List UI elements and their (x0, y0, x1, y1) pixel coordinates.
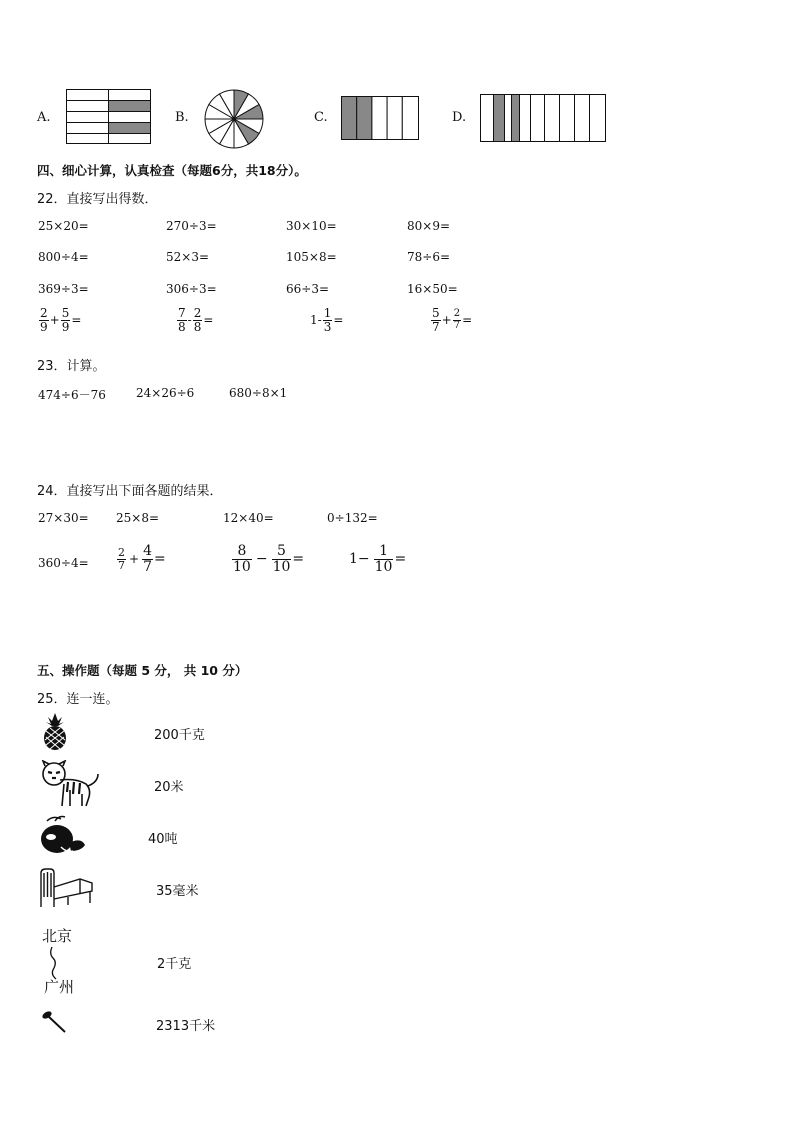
match-item: 20米 (154, 780, 184, 795)
q22-item: 30×10= (286, 219, 337, 233)
match-item: 35毫米 (156, 884, 199, 899)
option-b-figure (203, 88, 265, 150)
q22-item: 800÷4= (38, 250, 89, 264)
q24-item: 25×8= (116, 511, 160, 525)
q22-item: 52×3= (166, 250, 210, 264)
tiger-picture (40, 760, 102, 810)
match-item: 2313千米 (156, 1019, 216, 1034)
option-b-label: B. (175, 110, 189, 125)
option-d-label: D. (452, 110, 467, 125)
match-item: 200千克 (154, 728, 205, 743)
q24-fraction-expression: $\frac{2}{7}$ + $\frac{4}{7}$ = (118, 543, 166, 575)
q22-fraction-expression: 1- $\frac{1}{3}$ = (310, 306, 344, 334)
q22-item: 369÷3= (38, 282, 89, 296)
q23-title: 23．计算。 (37, 359, 106, 374)
whale-picture (37, 813, 87, 857)
q25-title: 25．连一连。 (37, 692, 119, 707)
pineapple-picture (38, 711, 72, 751)
section-5-title: 五、操作题（每题 5 分， 共 10 分） (37, 663, 248, 678)
q22-item: 16×50= (407, 282, 458, 296)
q22-fraction-expression: $\frac{2}{9}$ + $\frac{5}{9}$ = (40, 306, 82, 334)
q24-item: 0÷132= (327, 511, 378, 525)
match-item: 2千克 (157, 957, 192, 972)
option-a-label: A. (37, 110, 51, 125)
bed-picture (38, 867, 94, 909)
match-item: 40吨 (148, 832, 178, 847)
q22-item: 78÷6= (407, 250, 451, 264)
map-label-guangzhou: 广州 (44, 978, 75, 996)
q24-title: 24．直接写出下面各题的结果． (37, 484, 223, 499)
q22-item: 80×9= (407, 219, 451, 233)
option-d-figure (480, 94, 608, 143)
q22-fraction-expression: $\frac{5}{7}$ + $\frac{2}{7}$ = (432, 306, 473, 334)
q22-item: 270÷3= (166, 219, 217, 233)
option-c-label: C. (314, 110, 328, 125)
q24-fraction-expression: 1− $\frac{1}{10}$ = (349, 543, 407, 575)
q24-item: 27×30= (38, 511, 89, 525)
q24-item: 12×40= (223, 511, 274, 525)
q22-title: 22．直接写出得数． (37, 192, 158, 207)
q22-item: 105×8= (286, 250, 337, 264)
q22-item: 25×20= (38, 219, 89, 233)
pin-picture (40, 1009, 70, 1035)
option-a-figure (66, 89, 152, 145)
q22-item: 66÷3= (286, 282, 330, 296)
q22-item: 306÷3= (166, 282, 217, 296)
q22-fraction-expression: $\frac{7}{8}$ - $\frac{2}{8}$ = (178, 306, 214, 334)
map-label-beijing: 北京 (42, 927, 73, 945)
q23-item: 474÷6－76 (38, 388, 106, 402)
q24-item: 360÷4= (38, 556, 89, 570)
route-line (44, 946, 74, 980)
q23-item: 24×26÷6 (136, 386, 195, 400)
section-4-title: 四、细心计算，认真检查（每题6分，共18分）。 (37, 163, 307, 178)
q23-item: 680÷8×1 (229, 386, 288, 400)
option-c-figure (341, 96, 421, 141)
q24-fraction-expression: $\frac{8}{10}$ − $\frac{5}{10}$ = (233, 543, 305, 575)
